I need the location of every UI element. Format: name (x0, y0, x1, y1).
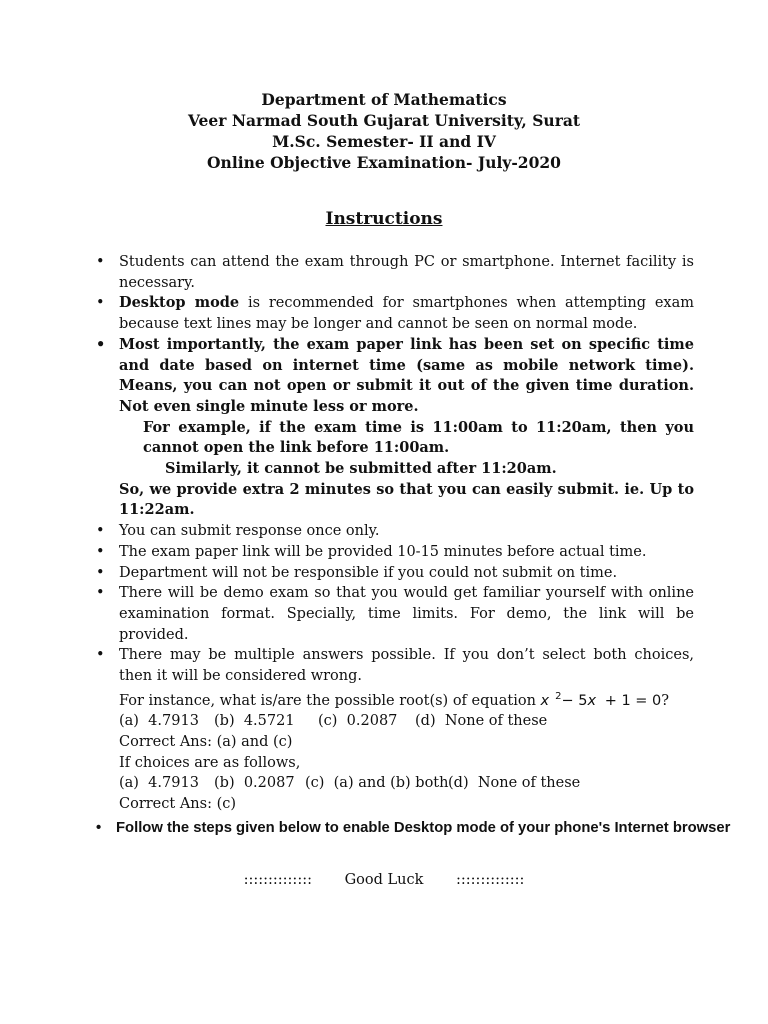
option-c: (c) (a) and (b) both (305, 775, 449, 792)
option-a: (a) 4.7913 (119, 775, 199, 792)
list-item (88, 293, 694, 334)
bullet-icon: • (96, 254, 105, 270)
list-item (88, 521, 694, 542)
list-item (88, 335, 694, 418)
footer-dots-right: :::::::::::::: (456, 872, 525, 888)
item-text: Most importantly, the exam paper link has been set on specific time and date based on internet time (same as mobile network time). Means, you can not open or submit it out of the given time duration. Not even single minute less or more. (119, 335, 694, 415)
good-luck-text: Good Luck (344, 872, 424, 888)
option-c: (c) 0.2087 (318, 713, 398, 730)
extra-time-text: So, we provide extra 2 minutes so that you can easily submit. ie. Up to 11:22am. (119, 480, 694, 519)
item-text: The exam paper link will be provided 10-15 minutes before actual time. (119, 543, 647, 560)
list-item (88, 583, 694, 645)
correct-answer-2: Correct Ans: (c) (119, 796, 237, 813)
options-row-2 (88, 773, 694, 794)
option-d: (d) None of these (415, 713, 548, 730)
list-item (88, 563, 694, 584)
department-line: Department of Mathematics (261, 90, 507, 109)
item-text: Students can attend the exam through PC or smartphone. Internet facility is necessary. (119, 254, 694, 291)
item-text: You can submit response once only. (119, 523, 380, 540)
options-row-1 (88, 711, 694, 732)
correct-answer-1: Correct Ans: (a) and (c) (119, 734, 293, 750)
university-line: Veer Narmad South Gujarat University, Surat (187, 111, 581, 130)
footer (0, 872, 768, 888)
list-item (88, 819, 756, 837)
equation: x $^2$− 5x + 1 = 0 (540, 690, 662, 709)
instructions-title: Instructions (325, 209, 443, 229)
list-item (88, 645, 694, 686)
option-b: (b) 4.5721 (214, 713, 295, 730)
bullet-icon: • (96, 819, 102, 836)
bullet-icon: • (96, 335, 106, 353)
exam-line: Online Objective Examination- July-2020 (207, 153, 561, 172)
item-text: There may be multiple answers possible. If you don’t select both choices, then it will be considered wrong. (119, 647, 694, 685)
bullet-icon: • (96, 523, 105, 540)
bullet-icon: • (96, 295, 105, 312)
bullet-icon: • (96, 585, 105, 602)
footer-dots-left: :::::::::::::: (243, 872, 312, 888)
document-header (0, 89, 768, 173)
option-a: (a) 4.7913 (119, 713, 199, 730)
bullet-icon: • (96, 647, 105, 664)
option-d: (d) None of these (448, 775, 581, 792)
bullet-icon: • (96, 543, 105, 560)
item-bold-text: Desktop mode (119, 294, 240, 312)
list-item (88, 542, 694, 563)
bullet-icon: • (96, 564, 105, 581)
example-text: For example, if the exam time is 11:00am to 11:20am, then you cannot open the link before 11:00am. (143, 418, 694, 457)
item-text: Follow the steps given below to enable Desktop mode of your phone's Internet browser (116, 819, 731, 836)
instructions-list (88, 252, 731, 837)
item-text: is recommended for smartphones when attempting exam because text lines may be longer and cannot be seen on normal mode. (119, 295, 694, 333)
option-b: (b) 0.2087 (214, 775, 295, 792)
list-item (88, 252, 694, 293)
similarly-text: Similarly, it cannot be submitted after 11:20am. (165, 460, 557, 478)
item-text: Department will not be responsible if you could not submit on time. (119, 564, 618, 581)
if-choices-text: If choices are as follows, (119, 754, 301, 771)
item-text: There will be demo exam so that you would get familiar yourself with online examination format. Specially, time limits. For demo, the link will be provided. (119, 585, 694, 643)
semester-line: M.Sc. Semester- II and IV (272, 132, 496, 151)
instance-question: For instance, what is/are the possible root(s) of equation x $^2$− 5x + 1 = 0? (119, 690, 670, 709)
